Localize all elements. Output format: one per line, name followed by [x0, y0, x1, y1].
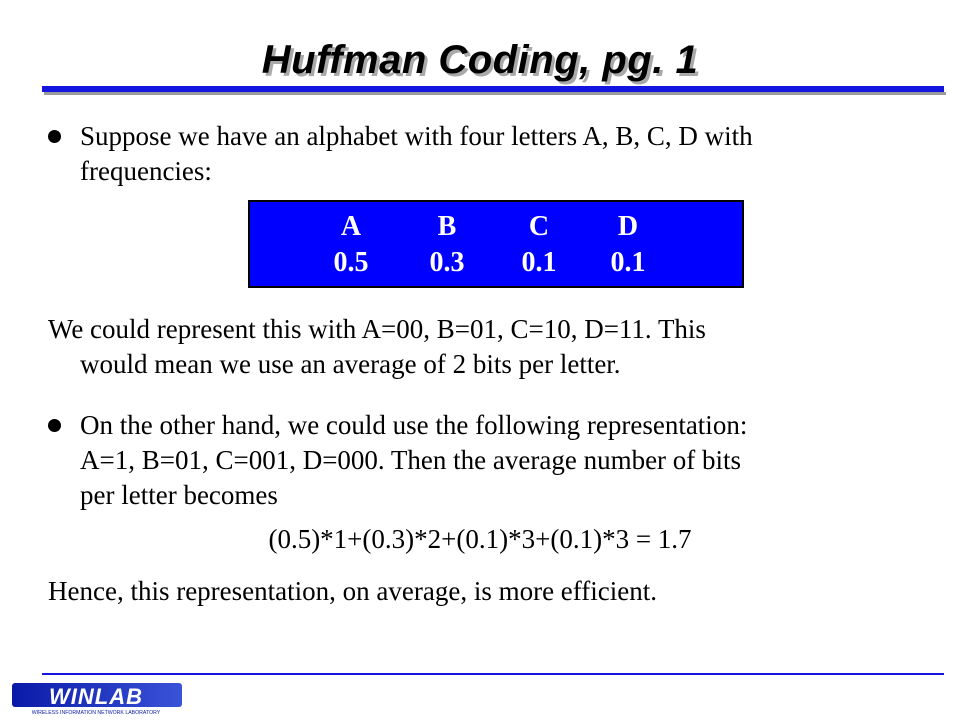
- bullet-icon: [48, 419, 61, 432]
- bullet-text-alphabet: [80, 119, 940, 189]
- frequency-table: [248, 200, 744, 288]
- frequency-cell: 0.3: [429, 247, 465, 278]
- letter-cell: B: [437, 211, 457, 242]
- paragraph2-line2: would mean we use an average of 2 bits per letter.: [80, 349, 621, 379]
- bullet1-line2: frequencies:: [80, 156, 212, 186]
- logo-text: WINLAB: [49, 684, 143, 709]
- frequency-cell: 0.1: [521, 247, 557, 278]
- letter-cell: C: [528, 211, 550, 242]
- frequency-cell: 0.1: [610, 247, 646, 278]
- bullet-text-variable-code: [80, 408, 940, 513]
- bullet-icon: [48, 130, 61, 143]
- frequency-table-values-row: [250, 246, 742, 280]
- bullet2-line2: A=1, B=01, C=001, D=000. Then the average number of bits: [80, 445, 742, 475]
- footer-rule: [42, 673, 944, 675]
- winlab-logo: [12, 680, 182, 716]
- bullet1-line1: Suppose we have an alphabet with four letters A, B, C, D with: [80, 121, 753, 151]
- paragraph2-line1: We could represent this with A=00, B=01, C=10, D=11. This: [48, 314, 706, 344]
- frequency-cell: 0.5: [333, 247, 369, 278]
- bullet2-line1: On the other hand, we could use the following representation:: [80, 410, 748, 440]
- paragraph-fixed-length-code: [48, 312, 940, 382]
- average-bits-formula: (0.5)*1+(0.3)*2+(0.1)*3+(0.1)*3 = 1.7: [268, 524, 692, 554]
- frequency-table-letters-row: [250, 210, 742, 244]
- logo-subtext: WIRELESS INFORMATION NETWORK LABORATORY: [31, 710, 161, 716]
- bullet2-line3: per letter becomes: [80, 480, 278, 510]
- letter-cell: A: [340, 211, 362, 242]
- title-underline-shadow: [44, 92, 946, 95]
- conclusion-text: Hence, this representation, on average, is more efficient.: [48, 576, 658, 606]
- slide-title: Huffman Coding, pg. 1: [261, 38, 699, 82]
- letter-cell: D: [617, 211, 639, 242]
